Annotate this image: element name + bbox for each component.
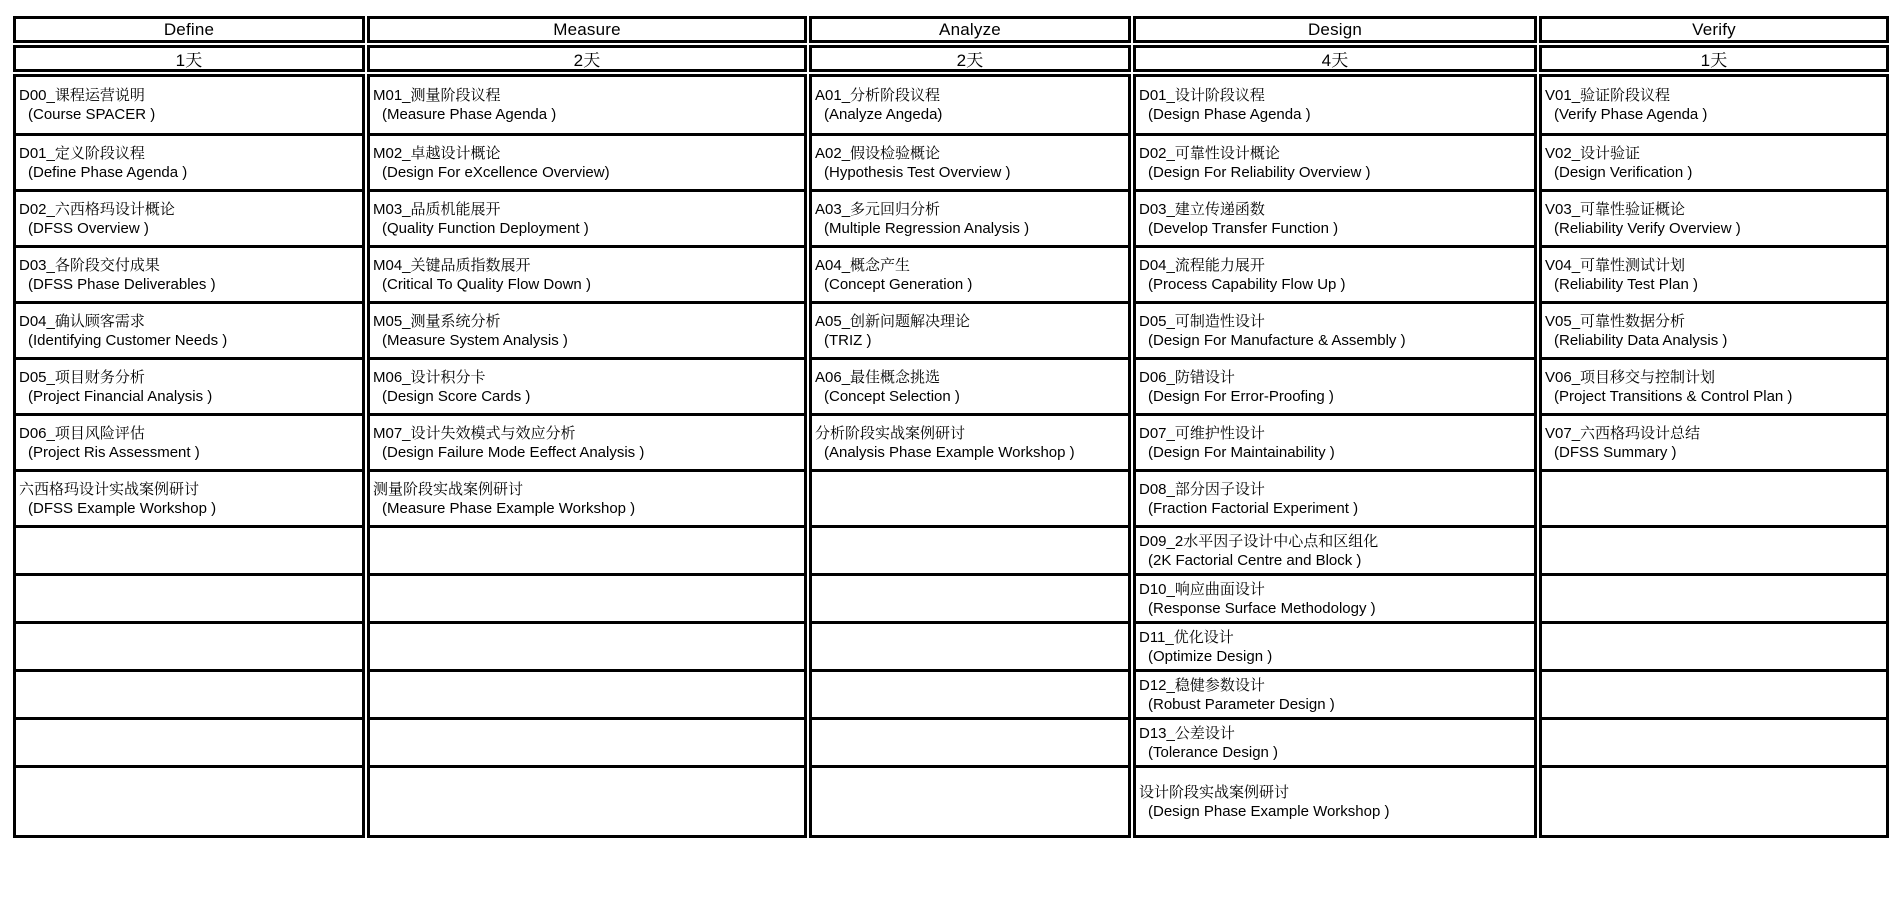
course-title-zh: V05_可靠性数据分析: [1545, 312, 1686, 330]
course-title-en: (Reliability Verify Overview ): [1554, 219, 1741, 237]
course-title-zh: V02_设计验证: [1545, 144, 1641, 162]
course-title-en: (Course SPACER ): [28, 106, 156, 123]
course-title-en: (Design For Reliability Overview ): [1148, 163, 1371, 181]
course-title-zh: 设计阶段实战案例研讨: [1139, 783, 1290, 801]
course-title-en: (Process Capability Flow Up ): [1148, 275, 1346, 293]
course-cell: [16, 525, 362, 573]
course-title-en: (Design Phase Agenda ): [1148, 106, 1311, 123]
course-title-zh: A05_创新问题解决理论: [815, 312, 971, 330]
course-cell: [1542, 133, 1886, 189]
course-cell: [812, 573, 1128, 621]
course-cell: [812, 525, 1128, 573]
course-cell: [1136, 669, 1534, 717]
course-title-zh: M05_测量系统分析: [373, 312, 501, 330]
course-title-zh: D09_2水平因子设计中心点和区组化: [1139, 532, 1379, 550]
course-title-zh: V03_可靠性验证概论: [1545, 200, 1686, 218]
course-cell: [16, 573, 362, 621]
course-title-en: (Define Phase Agenda ): [28, 163, 188, 181]
phase-days-design: 4天: [1133, 45, 1537, 72]
course-cell: [812, 669, 1128, 717]
course-cell: [812, 717, 1128, 765]
course-cell: [1542, 77, 1886, 133]
course-cell: [1136, 765, 1534, 835]
course-cell: [1136, 413, 1534, 469]
course-title-zh: 六西格玛设计实战案例研讨: [19, 480, 200, 498]
course-cell: [1542, 621, 1886, 669]
course-title-zh: M03_品质机能展开: [373, 200, 501, 218]
course-title-zh: A02_假设检验概论: [815, 144, 941, 162]
course-cell: [16, 413, 362, 469]
course-title-zh: A03_多元回归分析: [815, 200, 941, 218]
course-title-zh: D10_响应曲面设计: [1139, 580, 1265, 598]
course-title-en: (Concept Selection ): [824, 387, 960, 405]
course-title-en: (Tolerance Design ): [1148, 743, 1279, 761]
course-title-zh: A01_分析阶段议程: [815, 87, 941, 104]
course-title-zh: D06_防错设计: [1139, 368, 1235, 386]
course-cell: [370, 573, 804, 621]
course-title-en: (Hypothesis Test Overview ): [824, 163, 1011, 181]
course-cell: [1136, 621, 1534, 669]
course-cell: [1136, 573, 1534, 621]
course-title-zh: A06_最佳概念挑选: [815, 368, 941, 386]
phase-header-verify: Verify: [1539, 16, 1889, 43]
course-title-zh: D05_可制造性设计: [1139, 312, 1265, 330]
course-title-zh: A04_概念产生: [815, 256, 911, 274]
course-cell: [16, 357, 362, 413]
course-title-en: (Multiple Regression Analysis ): [824, 219, 1030, 237]
course-title-zh: D01_设计阶段议程: [1139, 87, 1265, 104]
course-cell: [812, 133, 1128, 189]
course-cell: [812, 301, 1128, 357]
course-cell: [812, 357, 1128, 413]
course-title-en: (Measure Phase Example Workshop ): [382, 499, 636, 517]
course-cell: [1542, 573, 1886, 621]
course-cell: [1542, 189, 1886, 245]
course-title-zh: M07_设计失效模式与效应分析: [373, 424, 576, 442]
course-cell: [370, 301, 804, 357]
course-cell: [370, 189, 804, 245]
course-title-en: (Fraction Factorial Experiment ): [1148, 499, 1359, 517]
course-title-zh: D03_建立传递函数: [1139, 200, 1265, 218]
course-title-en: (Design Score Cards ): [382, 387, 531, 405]
course-title-zh: D08_部分因子设计: [1139, 480, 1265, 498]
course-title-zh: M01_测量阶段议程: [373, 87, 501, 104]
phase-column-measure: [367, 16, 807, 838]
phase-column-analyze: [809, 16, 1131, 838]
phase-column-define: [13, 16, 365, 838]
course-title-zh: V01_验证阶段议程: [1545, 87, 1671, 104]
course-cell: [1542, 301, 1886, 357]
course-title-en: (Design For Maintainability ): [1148, 443, 1335, 461]
course-cell: [1136, 469, 1534, 525]
course-cell: [16, 245, 362, 301]
phase-body-measure: [367, 74, 807, 838]
course-cell: [1136, 717, 1534, 765]
course-cell: [1136, 357, 1534, 413]
phase-column-verify: [1539, 16, 1889, 838]
course-cell: [1542, 357, 1886, 413]
course-title-en: (Design For eXcellence Overview): [382, 163, 610, 181]
course-cell: [1542, 525, 1886, 573]
course-cell: [370, 525, 804, 573]
phase-column-design: [1133, 16, 1537, 838]
course-title-zh: V07_六西格玛设计总结: [1545, 424, 1701, 442]
course-title-en: (Analysis Phase Example Workshop ): [824, 443, 1075, 461]
course-title-zh: D02_六西格玛设计概论: [19, 200, 175, 218]
course-title-en: (Reliability Test Plan ): [1554, 275, 1698, 293]
course-cell: [1136, 525, 1534, 573]
course-cell: [370, 357, 804, 413]
course-cell: [1542, 413, 1886, 469]
course-cell: [370, 621, 804, 669]
course-title-en: (Measure Phase Agenda ): [382, 106, 557, 123]
course-cell: [16, 189, 362, 245]
course-cell: [370, 245, 804, 301]
course-title-en: (Project Transitions & Control Plan ): [1554, 387, 1793, 405]
course-title-en: (Response Surface Methodology ): [1148, 599, 1376, 617]
course-title-zh: D02_可靠性设计概论: [1139, 144, 1280, 162]
course-title-en: (Analyze Angeda): [824, 106, 943, 123]
course-cell: [16, 669, 362, 717]
course-cell: [812, 765, 1128, 835]
course-cell: [370, 765, 804, 835]
course-title-en: (Design Verification ): [1554, 163, 1693, 181]
course-title-en: (Project Ris Assessment ): [28, 443, 200, 461]
course-cell: [1136, 77, 1534, 133]
course-title-zh: D01_定义阶段议程: [19, 144, 145, 162]
course-cell: [370, 717, 804, 765]
course-title-en: (Optimize Design ): [1148, 647, 1273, 665]
dfss-schedule-table: [13, 16, 1889, 838]
phase-days-define: 1天: [13, 45, 365, 72]
course-cell: [370, 469, 804, 525]
course-title-zh: D13_公差设计: [1139, 724, 1235, 742]
course-cell: [812, 621, 1128, 669]
course-cell: [16, 621, 362, 669]
course-title-zh: D04_确认顾客需求: [19, 312, 145, 330]
course-title-en: (Develop Transfer Function ): [1148, 219, 1339, 237]
course-title-en: (Project Financial Analysis ): [28, 387, 213, 405]
course-title-en: (Design For Manufacture & Assembly ): [1148, 331, 1406, 349]
course-title-en: (2K Factorial Centre and Block ): [1148, 551, 1362, 569]
course-title-en: (TRIZ ): [824, 331, 872, 349]
course-cell: [1136, 189, 1534, 245]
course-title-zh: D06_项目风险评估: [19, 424, 145, 442]
course-cell: [812, 245, 1128, 301]
course-title-en: (Design For Error-Proofing ): [1148, 387, 1334, 405]
course-cell: [370, 77, 804, 133]
course-cell: [1542, 245, 1886, 301]
course-title-en: (Measure System Analysis ): [382, 331, 568, 349]
phase-body-verify: [1539, 74, 1889, 838]
phase-header-design: Design: [1133, 16, 1537, 43]
course-cell: [812, 77, 1128, 133]
course-cell: [1136, 301, 1534, 357]
course-cell: [1542, 717, 1886, 765]
course-title-en: (DFSS Example Workshop ): [28, 499, 217, 517]
course-title-en: (Design Failure Mode Eeffect Analysis ): [382, 443, 645, 461]
phase-days-analyze: 2天: [809, 45, 1131, 72]
phase-header-define: Define: [13, 16, 365, 43]
course-title-zh: D04_流程能力展开: [1139, 256, 1265, 274]
course-title-en: (Identifying Customer Needs ): [28, 331, 228, 349]
course-title-zh: M02_卓越设计概论: [373, 144, 501, 162]
course-title-zh: D11_优化设计: [1139, 628, 1234, 646]
course-title-en: (Design Phase Example Workshop ): [1148, 802, 1390, 820]
course-title-zh: V04_可靠性测试计划: [1545, 256, 1686, 274]
phase-body-design: [1133, 74, 1537, 838]
phase-days-measure: 2天: [367, 45, 807, 72]
course-title-zh: D12_稳健参数设计: [1139, 676, 1265, 694]
course-title-en: (Concept Generation ): [824, 275, 973, 293]
course-title-en: (DFSS Overview ): [28, 219, 149, 237]
course-title-zh: M04_关键品质指数展开: [373, 256, 531, 274]
course-cell: [1136, 133, 1534, 189]
course-cell: [812, 413, 1128, 469]
course-title-zh: M06_设计积分卡: [373, 368, 486, 386]
course-cell: [16, 77, 362, 133]
course-title-en: (DFSS Summary ): [1554, 443, 1677, 461]
course-title-en: (Robust Parameter Design ): [1148, 695, 1335, 713]
course-title-zh: 分析阶段实战案例研讨: [815, 424, 966, 442]
course-cell: [812, 469, 1128, 525]
course-cell: [1542, 469, 1886, 525]
course-title-en: (Reliability Data Analysis ): [1554, 331, 1728, 349]
course-cell: [16, 133, 362, 189]
course-title-zh: D00_课程运营说明: [19, 87, 145, 104]
phase-body-analyze: [809, 74, 1131, 838]
course-title-zh: D03_各阶段交付成果: [19, 256, 160, 274]
course-cell: [1542, 765, 1886, 835]
phase-header-measure: Measure: [367, 16, 807, 43]
course-cell: [1542, 669, 1886, 717]
phase-header-analyze: Analyze: [809, 16, 1131, 43]
course-title-zh: V06_项目移交与控制计划: [1545, 368, 1716, 386]
course-cell: [16, 469, 362, 525]
course-cell: [16, 301, 362, 357]
course-title-zh: D07_可维护性设计: [1139, 424, 1265, 442]
course-cell: [370, 133, 804, 189]
course-title-en: (Quality Function Deployment ): [382, 219, 589, 237]
phase-body-define: [13, 74, 365, 838]
course-title-en: (Critical To Quality Flow Down ): [382, 275, 591, 293]
course-cell: [16, 765, 362, 835]
course-title-zh: D05_项目财务分析: [19, 368, 145, 386]
course-cell: [16, 717, 362, 765]
course-title-en: (Verify Phase Agenda ): [1554, 106, 1708, 123]
course-title-zh: 测量阶段实战案例研讨: [373, 480, 524, 498]
course-cell: [370, 669, 804, 717]
course-cell: [370, 413, 804, 469]
course-cell: [1136, 245, 1534, 301]
phase-days-verify: 1天: [1539, 45, 1889, 72]
course-cell: [812, 189, 1128, 245]
course-title-en: (DFSS Phase Deliverables ): [28, 275, 216, 293]
